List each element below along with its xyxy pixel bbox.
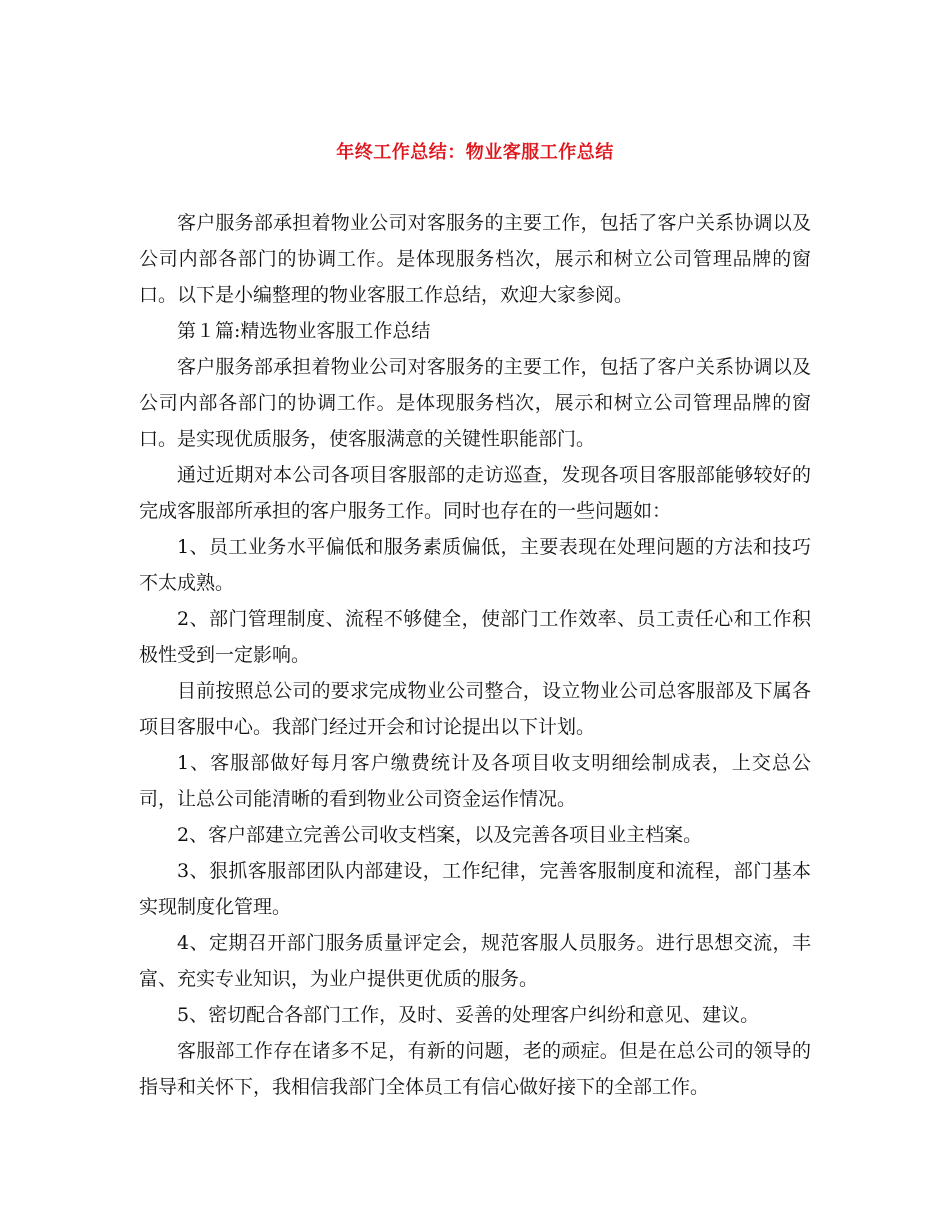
paragraph-plan-4: 4、定期召开部门服务质量评定会，规范客服人员服务。进行思想交流，丰富、充实专业知识，为业户提供更优质的服务。	[139, 932, 811, 990]
paragraph-section-heading: 第１篇:精选物业客服工作总结	[177, 320, 431, 342]
document-body	[139, 205, 811, 1105]
paragraph-plan-2: 2、客户部建立完善公司收支档案，以及完善各项目业主档案。	[177, 824, 703, 846]
paragraph-plan-intro: 目前按照总公司的要求完成物业公司整合，设立物业公司总客服部及下属各项目客服中心。我部门经过开会和讨论提出以下计划。	[139, 680, 811, 738]
paragraph-inspection: 通过近期对本公司各项目客服部的走访巡查，发现各项目客服部能够较好的完成客服部所承担的客户服务工作。同时也存在的一些问题如：	[139, 464, 811, 522]
paragraph-problem-2: 2、部门管理制度、流程不够健全，使部门工作效率、员工责任心和工作积极性受到一定影响。	[139, 608, 811, 666]
paragraph-problem-1: 1、员工业务水平偏低和服务素质偏低，主要表现在处理问题的方法和技巧不太成熟。	[139, 536, 811, 594]
paragraph-conclusion: 客服部工作存在诸多不足，有新的问题，老的顽症。但是在总公司的领导的指导和关怀下，我相信我部门全体员工有信心做好接下的全部工作。	[139, 1040, 811, 1098]
paragraph-intro: 客户服务部承担着物业公司对客服务的主要工作，包括了客户关系协调以及公司内部各部门的协调工作。是体现服务档次，展示和树立公司管理品牌的窗口。以下是小编整理的物业客服工作总结，欢迎大家参阅。	[139, 212, 811, 306]
paragraph-plan-1: 1、客服部做好每月客户缴费统计及各项目收支明细绘制成表，上交总公司，让总公司能清晰的看到物业公司资金运作情况。	[139, 752, 811, 810]
paragraph-department-role: 客户服务部承担着物业公司对客服务的主要工作，包括了客户关系协调以及公司内部各部门的协调工作。是体现服务档次，展示和树立公司管理品牌的窗口。是实现优质服务，使客服满意的关键性职能部门。	[139, 356, 811, 450]
paragraph-plan-3: 3、狠抓客服部团队内部建设，工作纪律，完善客服制度和流程，部门基本实现制度化管理。	[139, 860, 811, 918]
paragraph-plan-5: 5、密切配合各部门工作，及时、妥善的处理客户纠纷和意见、建议。	[177, 1004, 760, 1026]
document-title: 年终工作总结：物业客服工作总结	[336, 142, 614, 163]
